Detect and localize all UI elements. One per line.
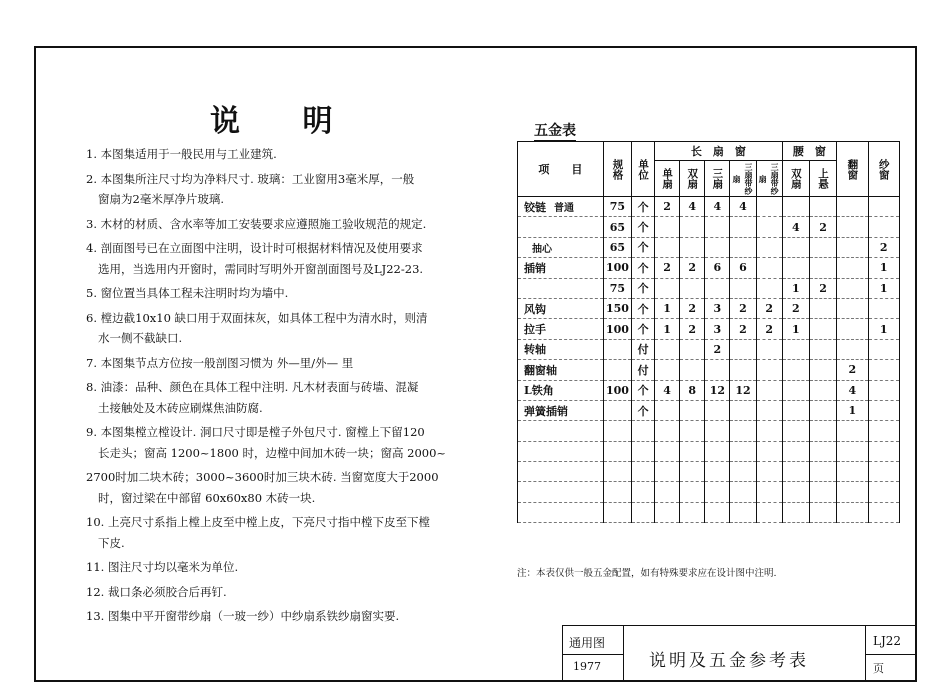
row-value xyxy=(809,197,836,217)
table-row xyxy=(518,502,900,522)
row-value xyxy=(782,482,809,502)
hardware-table-body xyxy=(518,197,900,523)
row-value xyxy=(655,400,680,420)
row-value: 1 xyxy=(782,278,809,298)
row-item xyxy=(518,217,604,237)
note-line: 8. 油漆：品种、颜色在具体工程中注明. 凡木材表面与砖墙、混凝 xyxy=(86,380,419,394)
row-value: 2 xyxy=(782,298,809,318)
row-item xyxy=(518,380,604,400)
row-value: 1 xyxy=(655,319,680,339)
title-block xyxy=(562,625,916,681)
header-sub: 双扇 xyxy=(782,161,809,197)
note-line: 5. 窗位置当具体工程未注明时均为墙中. xyxy=(86,286,289,300)
hardware-table xyxy=(517,141,900,523)
row-value xyxy=(837,237,868,257)
row-value xyxy=(680,217,705,237)
row-value xyxy=(837,462,868,482)
row-value xyxy=(680,441,705,461)
row-unit: 个 xyxy=(632,380,655,400)
row-unit xyxy=(632,441,655,461)
row-value: 2 xyxy=(655,258,680,278)
header-sub: 三扇带纱扇 xyxy=(756,161,782,197)
row-value xyxy=(655,217,680,237)
note-line: 6. 樘边截10x10 缺口用于双面抹灰，如具体工程中为清水时，则清 xyxy=(86,310,428,325)
row-value: 4 xyxy=(837,380,868,400)
row-value xyxy=(809,298,836,318)
row-unit xyxy=(632,462,655,482)
row-value xyxy=(730,462,756,482)
row-value xyxy=(837,339,868,359)
row-item-name: 翻窗轴 xyxy=(524,363,557,377)
row-item-sub: 抽心 xyxy=(532,243,552,255)
row-value xyxy=(655,237,680,257)
title-block-page-label: 页 xyxy=(873,662,884,675)
row-spec: 150 xyxy=(603,298,631,318)
row-value xyxy=(868,502,899,522)
row-value xyxy=(730,441,756,461)
row-value xyxy=(809,482,836,502)
row-value xyxy=(782,258,809,278)
title-block-code: LJ22 xyxy=(873,634,902,648)
row-spec: 65 xyxy=(603,237,631,257)
row-item xyxy=(518,400,604,420)
table-row xyxy=(518,237,900,257)
row-value xyxy=(868,197,899,217)
row-value xyxy=(837,197,868,217)
note-line: 12. 裁口条必须胶合后再钉. xyxy=(86,584,227,599)
row-value xyxy=(756,380,782,400)
row-spec xyxy=(603,462,631,482)
row-value xyxy=(756,360,782,380)
row-value xyxy=(782,400,809,420)
row-value: 4 xyxy=(655,380,680,400)
row-value xyxy=(756,421,782,441)
row-item xyxy=(518,237,604,257)
row-item xyxy=(518,482,604,502)
row-value: 2 xyxy=(809,217,836,237)
row-item xyxy=(518,298,604,318)
table-row xyxy=(518,298,900,318)
header-sub: 双扇 xyxy=(680,161,705,197)
row-value xyxy=(809,360,836,380)
table-row xyxy=(518,400,900,420)
row-value xyxy=(680,339,705,359)
row-value: 1 xyxy=(655,298,680,318)
row-value xyxy=(868,462,899,482)
note-line: 下皮. xyxy=(98,535,125,550)
row-value xyxy=(655,421,680,441)
row-value: 2 xyxy=(809,278,836,298)
note-line: 窗扇为2毫米厚净片玻璃. xyxy=(98,192,224,206)
table-row xyxy=(518,482,900,502)
row-item xyxy=(518,360,604,380)
row-spec xyxy=(603,482,631,502)
row-value xyxy=(782,380,809,400)
row-value: 6 xyxy=(730,258,756,278)
row-unit: 个 xyxy=(632,278,655,298)
row-value xyxy=(756,339,782,359)
row-item-name: 转轴 xyxy=(524,343,546,357)
row-value: 8 xyxy=(680,380,705,400)
row-value: 2 xyxy=(868,237,899,257)
row-value: 2 xyxy=(680,298,705,318)
row-spec: 100 xyxy=(603,380,631,400)
header-item: 项 目 xyxy=(518,142,604,197)
header-sub: 三扇 xyxy=(705,161,730,197)
row-value xyxy=(705,278,730,298)
row-value xyxy=(680,482,705,502)
row-item xyxy=(518,441,604,461)
row-value xyxy=(782,360,809,380)
row-item xyxy=(518,339,604,359)
row-value xyxy=(868,339,899,359)
row-spec: 100 xyxy=(603,258,631,278)
row-value xyxy=(809,237,836,257)
row-item xyxy=(518,278,604,298)
row-value xyxy=(730,360,756,380)
row-value xyxy=(837,441,868,461)
row-value xyxy=(680,237,705,257)
row-value xyxy=(837,278,868,298)
row-value: 2 xyxy=(837,360,868,380)
row-value xyxy=(809,462,836,482)
row-value: 1 xyxy=(837,400,868,420)
row-value xyxy=(809,380,836,400)
row-value xyxy=(730,482,756,502)
row-item xyxy=(518,319,604,339)
row-value: 1 xyxy=(868,278,899,298)
row-value xyxy=(837,319,868,339)
header-spec: 规格 xyxy=(603,142,631,197)
row-value xyxy=(730,217,756,237)
row-value: 3 xyxy=(705,319,730,339)
row-value xyxy=(705,400,730,420)
note-line: 长走头；窗高 1200~1800 时，边樘中间加木砖一块；窗高 2000~ xyxy=(98,445,447,460)
header-sub: 三扇带纱扇 xyxy=(730,161,756,197)
row-value: 2 xyxy=(730,298,756,318)
row-item xyxy=(518,197,604,217)
row-value xyxy=(868,482,899,502)
row-value xyxy=(809,502,836,522)
row-value xyxy=(782,502,809,522)
row-value xyxy=(730,278,756,298)
header-sub: 上悬 xyxy=(809,161,836,197)
note-line: 9. 本图集樘立樘设计. 洞口尺寸即是樘子外包尺寸. 窗樘上下留120 xyxy=(86,425,425,439)
table-row xyxy=(518,258,900,278)
header-unit: 单位 xyxy=(632,142,655,197)
row-spec xyxy=(603,421,631,441)
row-value: 1 xyxy=(782,319,809,339)
row-value xyxy=(868,400,899,420)
note-line: 11. 图注尺寸均以毫米为单位. xyxy=(86,560,239,574)
row-value xyxy=(782,462,809,482)
note-line: 13. 图集中平开窗带纱扇（一玻一纱）中纱扇系铁纱扇窗实要. xyxy=(86,609,400,623)
notes-list xyxy=(86,140,476,627)
row-spec xyxy=(603,360,631,380)
row-value: 2 xyxy=(756,319,782,339)
row-value xyxy=(782,237,809,257)
row-value xyxy=(782,441,809,461)
page-title: 说 明 xyxy=(210,104,359,139)
header-waist-window: 腰 窗 xyxy=(782,142,836,161)
row-value xyxy=(868,360,899,380)
row-item xyxy=(518,462,604,482)
row-unit: 个 xyxy=(632,258,655,278)
row-value xyxy=(756,462,782,482)
row-unit: 付 xyxy=(632,360,655,380)
row-value xyxy=(809,258,836,278)
row-value xyxy=(655,482,680,502)
header-long-window: 长 扇 窗 xyxy=(655,142,783,161)
row-spec xyxy=(603,441,631,461)
row-value xyxy=(868,441,899,461)
table-row xyxy=(518,319,900,339)
row-spec: 75 xyxy=(603,278,631,298)
row-value: 2 xyxy=(655,197,680,217)
row-value xyxy=(809,339,836,359)
note-line: 4. 剖面图号已在立面图中注明，设计时可根据材料情况及使用要求 xyxy=(86,241,423,255)
row-value: 2 xyxy=(730,319,756,339)
table-row xyxy=(518,197,900,217)
row-value xyxy=(837,258,868,278)
row-value: 3 xyxy=(705,298,730,318)
note-line: 2700时加二块木砖；3000~3600时加三块木砖. 当窗宽度大于2000 xyxy=(86,470,439,484)
row-value xyxy=(680,502,705,522)
note-line: 7. 本图集节点方位按一般剖图习惯为 外—里/外— 里 xyxy=(86,355,354,370)
row-value xyxy=(655,278,680,298)
row-unit: 个 xyxy=(632,298,655,318)
row-value: 4 xyxy=(705,197,730,217)
row-unit: 个 xyxy=(632,217,655,237)
row-item xyxy=(518,502,604,522)
row-unit: 个 xyxy=(632,400,655,420)
row-value xyxy=(680,400,705,420)
note-line: 10. 上亮尺寸系指上樘上皮至中樘上皮，下亮尺寸指中樘下皮至下樘 xyxy=(86,515,430,529)
row-value xyxy=(705,502,730,522)
header-screen: 纱窗 xyxy=(868,142,899,197)
table-row xyxy=(518,339,900,359)
row-spec: 100 xyxy=(603,319,631,339)
row-value: 2 xyxy=(680,258,705,278)
row-value xyxy=(809,400,836,420)
row-item-name: L铁角 xyxy=(524,384,554,398)
row-value: 2 xyxy=(705,339,730,359)
row-unit xyxy=(632,482,655,502)
row-value xyxy=(809,441,836,461)
row-value xyxy=(756,502,782,522)
row-value xyxy=(705,441,730,461)
row-spec: 75 xyxy=(603,197,631,217)
row-unit: 付 xyxy=(632,339,655,359)
row-value: 2 xyxy=(680,319,705,339)
row-value xyxy=(809,319,836,339)
row-unit xyxy=(632,421,655,441)
row-value xyxy=(680,278,705,298)
row-value: 6 xyxy=(705,258,730,278)
row-value xyxy=(756,278,782,298)
row-spec xyxy=(603,502,631,522)
note-line: 2. 本图集所注尺寸均为净料尺寸. 玻璃：工业窗用3毫米厚，一般 xyxy=(86,171,415,186)
title-block-drawing-title: 说明及五金参考表 xyxy=(649,651,809,671)
row-unit: 个 xyxy=(632,197,655,217)
row-unit: 个 xyxy=(632,319,655,339)
row-value: 4 xyxy=(730,197,756,217)
footnote: 注：本表仅供一般五金配置，如有特殊要求应在设计图中注明. xyxy=(517,568,777,579)
row-value xyxy=(868,217,899,237)
row-value xyxy=(680,360,705,380)
table-row xyxy=(518,217,900,237)
hardware-table-caption: 五金表 xyxy=(534,120,576,142)
row-value xyxy=(680,421,705,441)
row-value xyxy=(705,360,730,380)
row-value xyxy=(756,441,782,461)
table-row xyxy=(518,278,900,298)
note-line: 时，窗过梁在中部留 60x60x80 木砖一块. xyxy=(98,490,316,505)
row-value xyxy=(756,237,782,257)
row-value xyxy=(730,339,756,359)
row-item-name: 插销 xyxy=(524,261,546,275)
row-item-name: 拉手 xyxy=(524,323,546,337)
note-line: 水一侧不截缺口. xyxy=(98,331,183,345)
table-row xyxy=(518,462,900,482)
row-spec: 65 xyxy=(603,217,631,237)
row-value xyxy=(705,237,730,257)
row-value xyxy=(868,298,899,318)
row-value xyxy=(782,197,809,217)
note-line: 土接触处及木砖应刷煤焦油防腐. xyxy=(98,400,263,415)
row-value xyxy=(730,502,756,522)
row-value: 4 xyxy=(680,197,705,217)
row-value xyxy=(756,217,782,237)
row-value xyxy=(837,298,868,318)
row-value: 1 xyxy=(868,319,899,339)
row-value xyxy=(756,400,782,420)
row-value xyxy=(782,339,809,359)
row-value xyxy=(730,237,756,257)
row-value xyxy=(756,482,782,502)
row-value xyxy=(809,421,836,441)
row-value xyxy=(655,339,680,359)
row-value xyxy=(655,462,680,482)
row-item xyxy=(518,258,604,278)
row-value: 1 xyxy=(868,258,899,278)
row-value xyxy=(756,258,782,278)
row-value xyxy=(655,441,680,461)
row-value xyxy=(837,421,868,441)
row-item xyxy=(518,421,604,441)
header-flip: 翻窗 xyxy=(837,142,868,197)
table-row xyxy=(518,441,900,461)
row-item-name: 风钩 xyxy=(524,302,546,316)
table-row xyxy=(518,421,900,441)
row-value xyxy=(782,421,809,441)
row-unit: 个 xyxy=(632,237,655,257)
title-block-year: 1977 xyxy=(573,660,601,673)
row-value: 4 xyxy=(782,217,809,237)
row-item-name: 弹簧插销 xyxy=(524,404,568,418)
row-value: 2 xyxy=(756,298,782,318)
row-value xyxy=(705,482,730,502)
row-value xyxy=(680,462,705,482)
row-value xyxy=(730,421,756,441)
row-value xyxy=(655,502,680,522)
note-line: 3. 木材的材质、含水率等加工安装要求应遵照施工验收规范的规定. xyxy=(86,216,427,231)
row-value xyxy=(837,217,868,237)
row-value xyxy=(837,502,868,522)
note-line: 1. 本图集适用于一般民用与工业建筑. xyxy=(86,147,277,161)
row-value xyxy=(655,360,680,380)
row-value xyxy=(705,462,730,482)
note-line: 选用，当选用内开窗时，需同时写明外开窗剖面图号及LJ22-23. xyxy=(98,261,424,276)
row-item-name: 铰链 xyxy=(524,200,546,214)
row-unit xyxy=(632,502,655,522)
row-value xyxy=(730,400,756,420)
row-value xyxy=(868,421,899,441)
row-value xyxy=(705,217,730,237)
row-item-sub: 普通 xyxy=(554,202,574,214)
row-spec xyxy=(603,339,631,359)
header-sub: 单扇 xyxy=(655,161,680,197)
title-block-label: 通用图 xyxy=(569,636,606,650)
row-value: 12 xyxy=(730,380,756,400)
row-value xyxy=(705,421,730,441)
table-row xyxy=(518,380,900,400)
row-value: 12 xyxy=(705,380,730,400)
row-value xyxy=(837,482,868,502)
row-value xyxy=(756,197,782,217)
table-row xyxy=(518,360,900,380)
row-value xyxy=(868,380,899,400)
row-spec xyxy=(603,400,631,420)
